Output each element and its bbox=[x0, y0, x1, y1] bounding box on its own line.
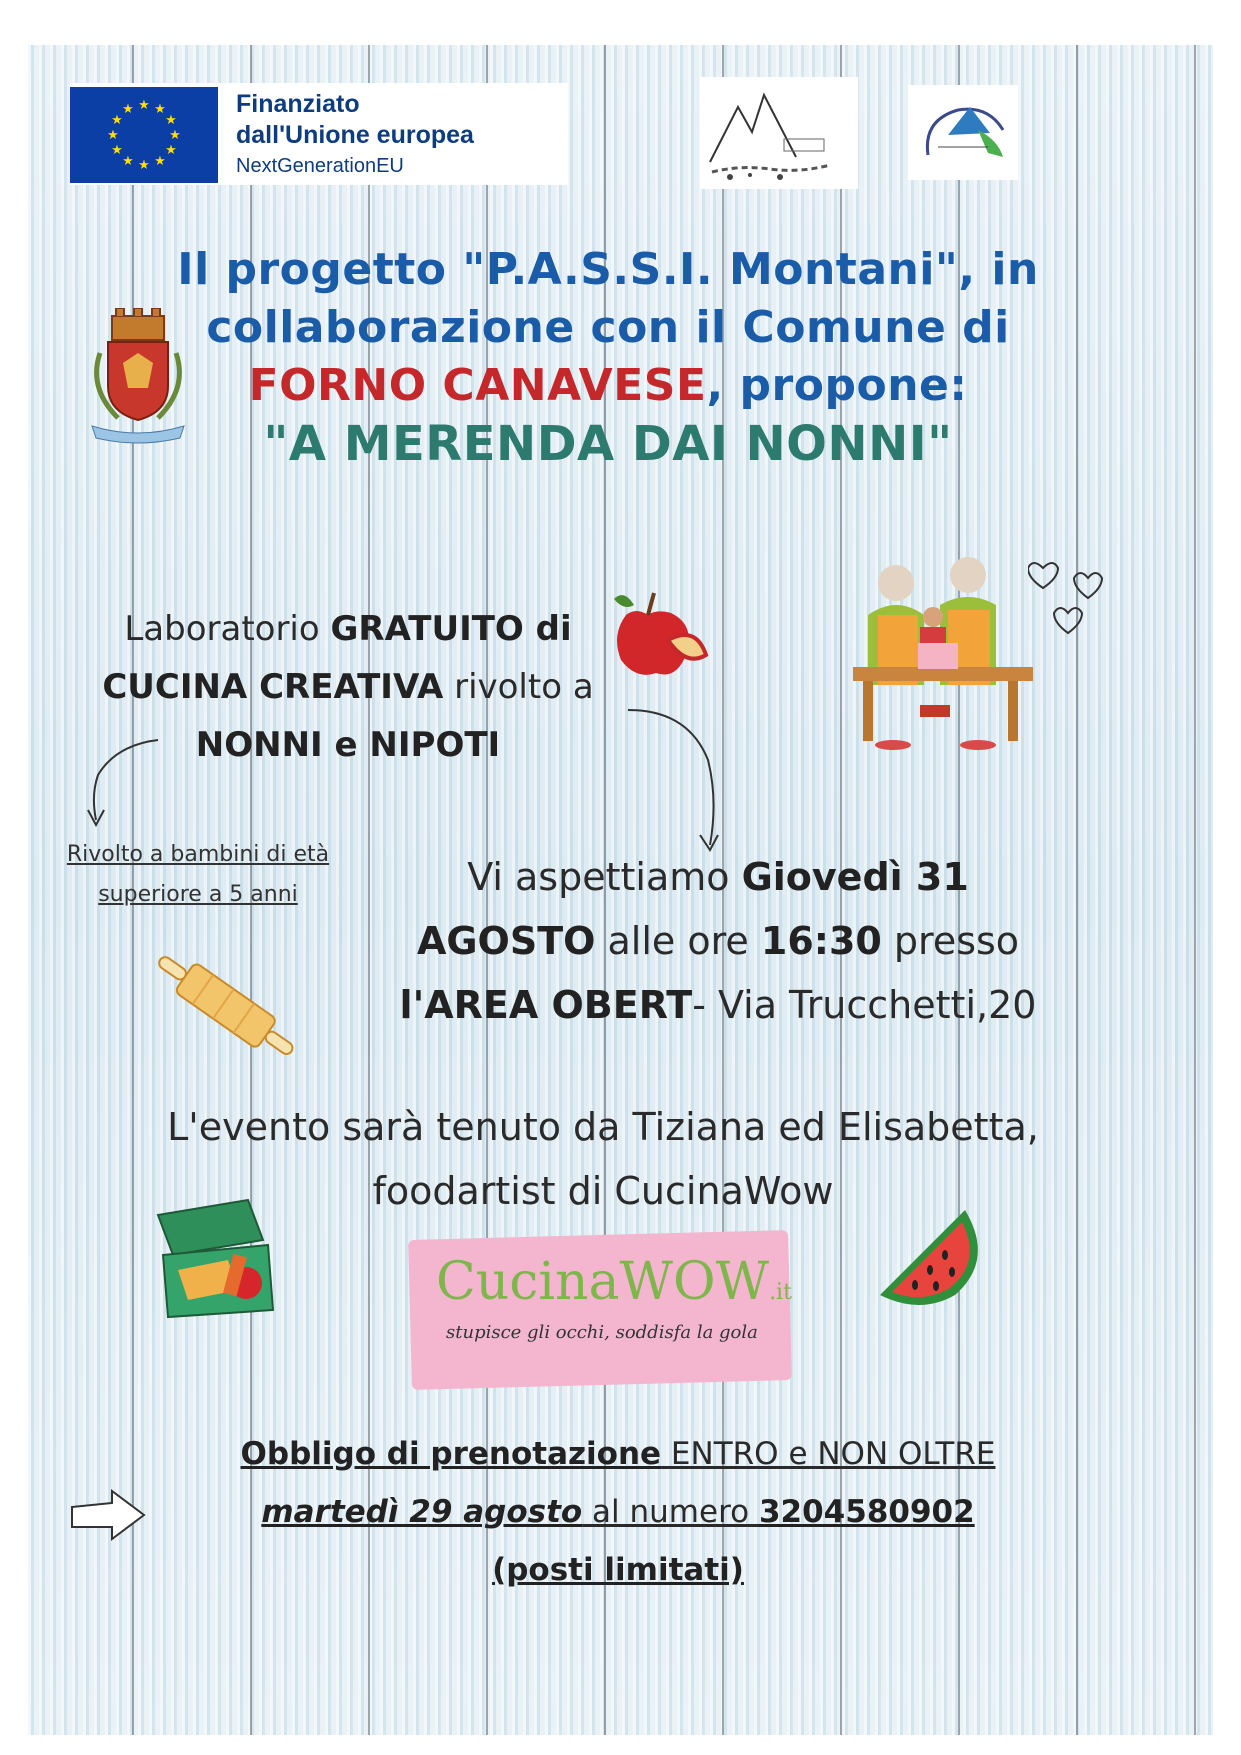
lab-text-2: rivolto a bbox=[443, 667, 594, 707]
mountain-logo-icon bbox=[700, 77, 858, 189]
svg-text:★: ★ bbox=[111, 113, 123, 128]
arrow-curve-icon bbox=[76, 730, 166, 835]
booking-bold-1: Obbligo di prenotazione bbox=[240, 1436, 662, 1472]
date-location: l'AREA OBERT bbox=[399, 983, 693, 1027]
date-address: - Via Trucchetti,20 bbox=[692, 983, 1037, 1027]
svg-text:★: ★ bbox=[165, 113, 177, 128]
date-bold-1: Giovedì 31 bbox=[741, 855, 969, 899]
event-line2: foodartist di CucinaWow bbox=[372, 1169, 834, 1213]
cnsm-logo-icon bbox=[908, 85, 1018, 180]
rolling-pin-icon bbox=[138, 945, 313, 1065]
lab-bold-3: NONNI e NIPOTI bbox=[195, 725, 501, 765]
lab-bold-1: GRATUITO di bbox=[330, 609, 572, 649]
date-block bbox=[388, 845, 1048, 1037]
headline-line1: Il progetto "P.A.S.S.I. Montani", in bbox=[177, 244, 1039, 295]
eu-flag-icon bbox=[70, 87, 218, 183]
event-line1: L'evento sarà tenuto da Tiziana ed Elisabetta, bbox=[167, 1105, 1039, 1149]
lunchbox-icon bbox=[148, 1195, 288, 1325]
poster bbox=[28, 45, 1213, 1735]
svg-text:★: ★ bbox=[122, 102, 134, 117]
cucinawow-logo-suffix: .it bbox=[769, 1280, 792, 1305]
svg-text:★: ★ bbox=[169, 128, 181, 143]
cucinawow-logo-text: CucinaWOW bbox=[436, 1252, 770, 1312]
cucinawow-tagline: stupisce gli occhi, soddisfa la gola bbox=[446, 1322, 758, 1343]
headline-line2: collaborazione con il Comune di bbox=[206, 302, 1010, 353]
lab-line1 bbox=[68, 600, 628, 658]
date-text-3: presso bbox=[881, 919, 1020, 963]
right-arrow-icon bbox=[68, 1485, 148, 1545]
booking-info bbox=[168, 1425, 1068, 1599]
booking-line3 bbox=[168, 1541, 1068, 1599]
svg-text:★: ★ bbox=[138, 158, 150, 173]
eu-text-line1: Finanziato bbox=[236, 90, 360, 118]
booking-phone: 3204580902 bbox=[758, 1494, 975, 1530]
svg-text:★: ★ bbox=[107, 128, 119, 143]
age-note-line1: Rivolto a bambini di età bbox=[66, 842, 330, 867]
eu-text-line3: NextGenerationEU bbox=[236, 155, 404, 177]
booking-text-1: ENTRO e NON OLTRE bbox=[661, 1436, 996, 1472]
date-bold-2: AGOSTO bbox=[416, 919, 596, 963]
age-note-line2: superiore a 5 anni bbox=[98, 882, 298, 907]
heart-icon bbox=[1028, 553, 1118, 663]
booking-deadline: martedì 29 agosto bbox=[261, 1494, 583, 1530]
date-text-2: alle ore bbox=[595, 919, 761, 963]
lab-line2 bbox=[68, 658, 628, 716]
arrow-curve-icon bbox=[618, 700, 728, 860]
date-time: 16:30 bbox=[760, 919, 882, 963]
booking-text-2: al numero bbox=[582, 1494, 759, 1530]
booking-line2 bbox=[168, 1483, 1068, 1541]
headline-event-title: "A MERENDA DAI NONNI" bbox=[263, 416, 953, 472]
svg-text:★: ★ bbox=[165, 143, 177, 158]
eu-text-line2: dall'Unione europea bbox=[236, 121, 474, 149]
svg-text:★: ★ bbox=[154, 154, 166, 169]
date-text-1: Vi aspettiamo bbox=[467, 855, 742, 899]
date-line3 bbox=[388, 973, 1048, 1037]
date-line2 bbox=[388, 909, 1048, 973]
eu-funding-banner bbox=[70, 83, 568, 185]
headline-forno-canavese: FORNO CANAVESE bbox=[248, 360, 707, 411]
date-line1 bbox=[388, 845, 1048, 909]
svg-text:★: ★ bbox=[138, 98, 150, 113]
headline-propone: , propone: bbox=[706, 360, 968, 411]
apple-icon bbox=[606, 585, 716, 685]
svg-text:★: ★ bbox=[111, 143, 123, 158]
age-note bbox=[48, 835, 348, 915]
booking-limited: (posti limitati) bbox=[492, 1552, 744, 1588]
headline-line3 bbox=[168, 357, 1048, 415]
booking-line1 bbox=[168, 1425, 1068, 1483]
lab-bold-2: CUCINA CREATIVA bbox=[102, 667, 444, 707]
svg-text:★: ★ bbox=[122, 154, 134, 169]
svg-text:★: ★ bbox=[154, 102, 166, 117]
headline bbox=[168, 241, 1048, 473]
cucinawow-logo bbox=[436, 1252, 792, 1312]
lab-text-1: Laboratorio bbox=[124, 609, 331, 649]
watermelon-icon bbox=[870, 1200, 990, 1310]
